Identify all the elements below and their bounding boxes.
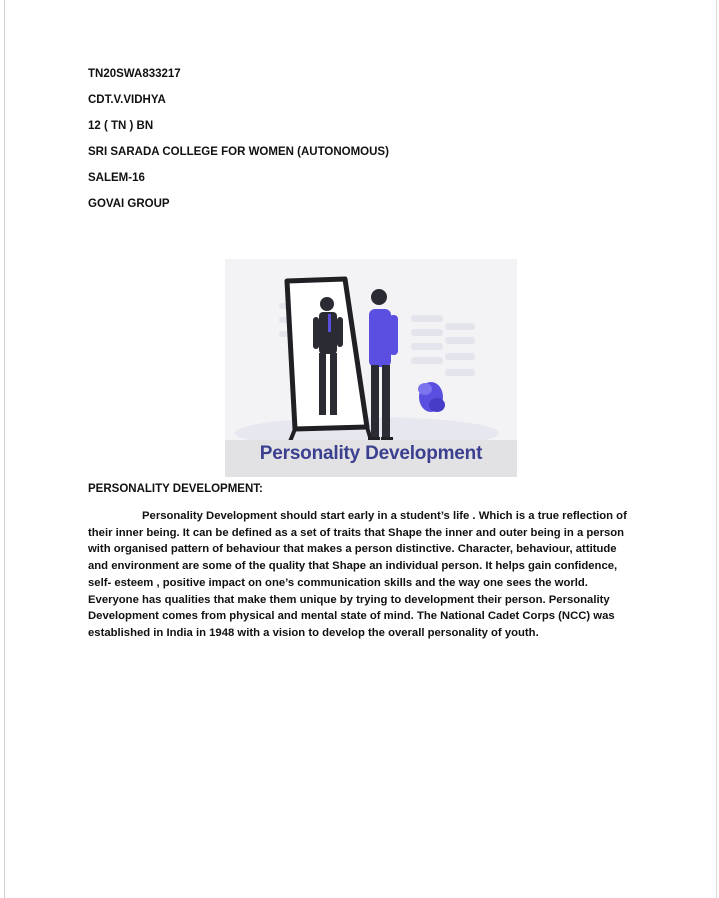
plant-decoration-icon xyxy=(418,382,445,412)
cadet-name: CDT.V.VIDHYA xyxy=(88,94,166,106)
personality-development-illustration xyxy=(225,259,517,477)
page-edge-right xyxy=(716,0,717,898)
group-name: GOVAI GROUP xyxy=(88,198,170,210)
page-edge-left xyxy=(4,0,5,898)
cadet-details xyxy=(88,66,648,222)
cadet-regimental-number: TN20SWA833217 xyxy=(88,68,181,80)
cadet-battalion: 12 ( TN ) BN xyxy=(88,120,154,132)
section-heading: PERSONALITY DEVELOPMENT: xyxy=(88,483,263,495)
college-name: SRI SARADA COLLEGE FOR WOMEN (AUTONOMOUS) xyxy=(88,146,389,158)
body-paragraph: Personality Development should start early in a student’s life . Which is a true reflection of their inner being. It can be defined as a set of traits that Shape the inner and outer being in a person with organised pattern of behaviour that makes a person distinctive. Character, behaviour, attitude and environment are some of the quality that Shape an individual person. It helps gain confidence, self- esteem , positive impact on one’s communication skills and the way one sees the world. Everyone has qualities that make them unique by trying to development their person. Personality Development comes from physical and mental state of mind. The National Cadet Corps (NCC) was established in India in 1948 with a vision to develop the overall personality of youth. xyxy=(88,510,627,639)
college-location: SALEM-16 xyxy=(88,172,145,184)
figure-caption: Personality Development xyxy=(259,443,483,464)
